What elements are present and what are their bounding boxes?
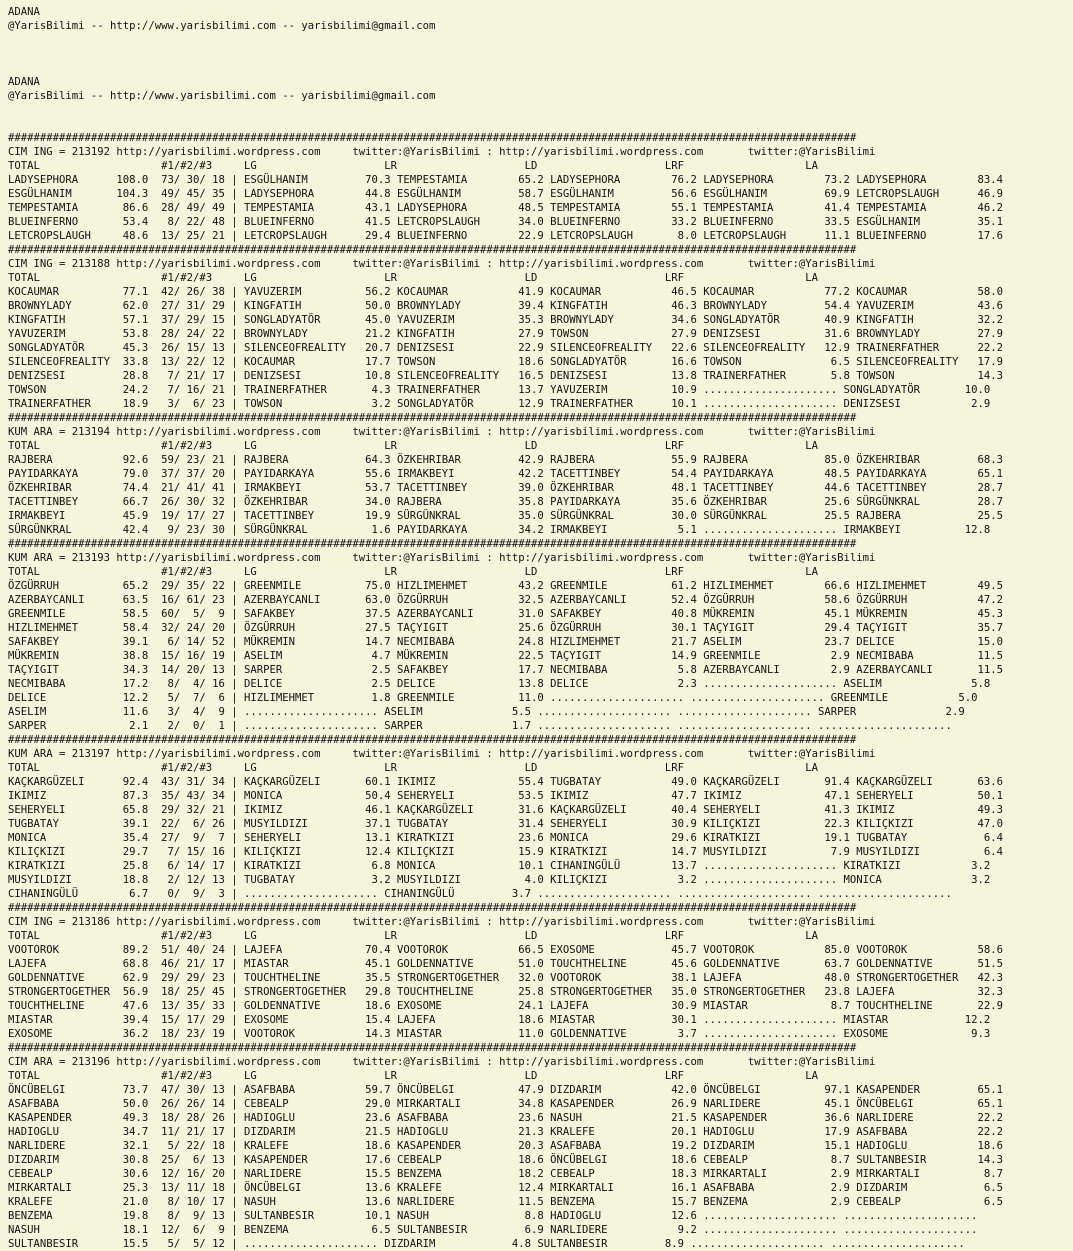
race-row: ÖNCÜBELGI 73.7 47/ 30/ 13 | ASAFBABA 59.7 ÖNCÜBELGI 47.9 DIZDARIM 42.0 ÖNCÜBELGI 97.1 KASAPENDER 65.1 bbox=[8, 1084, 1003, 1096]
race-row: VOOTOROK 89.2 51/ 40/ 24 | LAJEFA 70.4 VOOTOROK 66.5 EXOSOME 45.7 VOOTOROK 85.0 VOOTOROK 58.6 bbox=[8, 944, 1003, 956]
race-row: CEBEALP 30.6 12/ 16/ 20 | NARLIDERE 15.5 BENZEMA 18.2 CEBEALP 18.3 MIRKARTALI 2.9 MIRKARTALI 8.7 bbox=[8, 1168, 1003, 1180]
race-block bbox=[8, 1041, 1073, 1251]
race-row: BENZEMA 19.8 8/ 9/ 13 | SULTANBESIR 10.1 NASUH 8.8 HADIOGLU 12.6 ..................... ..................... bbox=[8, 1210, 978, 1222]
race-row: DENIZSESI 28.8 7/ 21/ 17 | DENIZSESI 10.8 SILENCEOFREALITY 16.5 DENIZSESI 13.8 TRAINERFATHER 5.8 TOWSON 14.3 bbox=[8, 370, 1003, 382]
race-row: ASAFBABA 50.0 26/ 26/ 14 | CEBEALP 29.0 MIRKARTALI 34.8 KASAPENDER 26.9 NARLIDERE 45.1 ÖNCÜBELGI 65.1 bbox=[8, 1098, 1003, 1110]
race-row: LETCROPSLAUGH 48.6 13/ 25/ 21 | LETCROPSLAUGH 29.4 BLUEINFERNO 22.9 LETCROPSLAUGH 8.0 LETCROPSLAUGH 11.1 BLUEINFERNO 17.6 bbox=[8, 230, 1003, 242]
race-row: AZERBAYCANLI 63.5 16/ 61/ 23 | AZERBAYCANLI 63.0 ÖZGÜRRUH 32.5 AZERBAYCANLI 52.4 ÖZGÜRRUH 58.6 ÖZGÜRRUH 47.2 bbox=[8, 594, 1003, 606]
race-title-line: KUM ARA = 213197 http://yarisbilimi.wordpress.com twitter:@YarisBilimi : http://yarisbilimi.wordpress.com twitter:@YarisBilimi bbox=[8, 748, 876, 760]
header-line bbox=[8, 117, 1073, 131]
race-row: PAYIDARKAYA 79.0 37/ 37/ 20 | PAYIDARKAYA 55.6 IRMAKBEYI 42.2 TACETTINBEY 54.4 PAYIDARKAYA 48.5 PAYIDARKAYA 65.1 bbox=[8, 468, 1003, 480]
race-row: SILENCEOFREALITY 33.8 13/ 22/ 12 | KOCAUMAR 17.7 TOWSON 18.6 SONGLADYATÖR 16.6 TOWSON 6.5 SILENCEOFREALITY 17.9 bbox=[8, 356, 1003, 368]
separator-line: ##################################################################################################################################### bbox=[8, 1042, 857, 1054]
header-line bbox=[8, 33, 1073, 47]
race-block bbox=[8, 733, 1073, 901]
race-row: SARPER 2.1 2/ 0/ 1 | ..................... SARPER 1.7 ..................... ..................... ..................... bbox=[8, 720, 952, 732]
header-line: ADANA bbox=[8, 76, 40, 88]
race-row: KAÇKARGÜZELI 92.4 43/ 31/ 34 | KAÇKARGÜZELI 60.1 IKIMIZ 55.4 TUGBATAY 49.0 KAÇKARGÜZELI 91.4 KAÇKARGÜZELI 63.6 bbox=[8, 776, 1003, 788]
race-title-line: CIM ING = 213188 http://yarisbilimi.wordpress.com twitter:@YarisBilimi : http://yarisbilimi.wordpress.com twitter:@YarisBilimi bbox=[8, 258, 876, 270]
race-block bbox=[8, 411, 1073, 537]
race-row: DIZDARIM 30.8 25/ 6/ 13 | KASAPENDER 17.6 CEBEALP 18.6 ÖNCÜBELGI 18.6 CEBEALP 8.7 SULTANBESIR 14.3 bbox=[8, 1154, 1003, 1166]
race-row: ESGÜLHANIM 104.3 49/ 45/ 35 | LADYSEPHORA 44.8 ESGÜLHANIM 58.7 ESGÜLHANIM 56.6 ESGÜLHANIM 69.9 LETCROPSLAUGH 46.9 bbox=[8, 188, 1003, 200]
race-title-line: CIM ING = 213186 http://yarisbilimi.wordpress.com twitter:@YarisBilimi : http://yarisbilimi.wordpress.com twitter:@YarisBilimi bbox=[8, 916, 876, 928]
column-header-line: TOTAL #1/#2/#3 LG LR LD LRF LA bbox=[8, 930, 819, 942]
race-row: ÖZGÜRRUH 65.2 29/ 35/ 22 | GREENMILE 75.0 HIZLIMEHMET 43.2 GREENMILE 61.2 HIZLIMEHMET 66.6 HIZLIMEHMET 49.5 bbox=[8, 580, 1003, 592]
race-block bbox=[8, 537, 1073, 733]
race-row: SAFAKBEY 39.1 6/ 14/ 52 | MÜKREMIN 14.7 NECMIBABA 24.8 HIZLIMEHMET 21.7 ASELIM 23.7 DELICE 15.0 bbox=[8, 636, 1003, 648]
races-section bbox=[8, 131, 1073, 1251]
race-row: IKIMIZ 87.3 35/ 43/ 34 | MONICA 50.4 SEHERYELI 53.5 IKIMIZ 47.7 IKIMIZ 47.1 SEHERYELI 50.1 bbox=[8, 790, 1003, 802]
race-row: GOLDENNATIVE 62.9 29/ 29/ 23 | TOUCHTHELINE 35.5 STRONGERTOGETHER 32.0 VOOTOROK 38.1 LAJEFA 48.0 STRONGERTOGETHER 42.3 bbox=[8, 972, 1003, 984]
race-row: MÜKREMIN 38.8 15/ 16/ 19 | ASELIM 4.7 MÜKREMIN 22.5 TAÇYIGIT 14.9 GREENMILE 2.9 NECMIBABA 11.5 bbox=[8, 650, 1003, 662]
separator-line: ##################################################################################################################################### bbox=[8, 132, 857, 144]
race-row: TACETTINBEY 66.7 26/ 30/ 32 | ÖZKEHRIBAR 34.0 RAJBERA 35.8 PAYIDARKAYA 35.6 ÖZKEHRIBAR 25.6 SÜRGÜNKRAL 28.7 bbox=[8, 496, 1003, 508]
race-row: HADIOGLU 34.7 11/ 21/ 17 | DIZDARIM 21.5 HADIOGLU 21.3 KRALEFE 20.1 HADIOGLU 17.9 ASAFBABA 22.2 bbox=[8, 1126, 1003, 1138]
column-header-line: TOTAL #1/#2/#3 LG LR LD LRF LA bbox=[8, 440, 819, 452]
race-row: MIASTAR 39.4 15/ 17/ 29 | EXOSOME 15.4 LAJEFA 18.6 MIASTAR 30.1 ..................... MIASTAR 12.2 bbox=[8, 1014, 991, 1026]
race-row: DELICE 12.2 5/ 7/ 6 | HIZLIMEHMET 1.8 GREENMILE 11.0 ..................... ..................... GREENMILE 5.0 bbox=[8, 692, 978, 704]
column-header-line: TOTAL #1/#2/#3 LG LR LD LRF LA bbox=[8, 762, 819, 774]
header-line bbox=[8, 47, 1073, 61]
race-row: MONICA 35.4 27/ 9/ 7 | SEHERYELI 13.1 KIRATKIZI 23.6 MONICA 29.6 KIRATKIZI 19.1 TUGBATAY 6.4 bbox=[8, 832, 1003, 844]
header-line: @YarisBilimi -- http://www.yarisbilimi.com -- yarisbilimi@gmail.com bbox=[8, 90, 436, 102]
race-row: SEHERYELI 65.8 29/ 32/ 21 | IKIMIZ 46.1 KAÇKARGÜZELI 31.6 KAÇKARGÜZELI 40.4 SEHERYELI 41.3 IKIMIZ 49.3 bbox=[8, 804, 1003, 816]
race-row: KINGFATIH 57.1 37/ 29/ 15 | SONGLADYATÖR 45.0 YAVUZERIM 35.3 BROWNYLADY 34.6 SONGLADYATÖR 40.9 KINGFATIH 32.2 bbox=[8, 314, 1003, 326]
race-row: MUSYILDIZI 18.8 2/ 12/ 13 | TUGBATAY 3.2 MUSYILDIZI 4.0 KILIÇKIZI 3.2 ..................... MONICA 3.2 bbox=[8, 874, 991, 886]
header-line: ADANA bbox=[8, 6, 40, 18]
race-row: LADYSEPHORA 108.0 73/ 30/ 18 | ESGÜLHANIM 70.3 TEMPESTAMIA 65.2 LADYSEPHORA 76.2 LADYSEPHORA 73.2 LADYSEPHORA 83.4 bbox=[8, 174, 1003, 186]
race-title-line: KUM ARA = 213193 http://yarisbilimi.wordpress.com twitter:@YarisBilimi : http://yarisbilimi.wordpress.com twitter:@YarisBilimi bbox=[8, 552, 876, 564]
race-row: BROWNYLADY 62.0 27/ 31/ 29 | KINGFATIH 50.0 BROWNYLADY 39.4 KINGFATIH 46.3 BROWNYLADY 54.4 YAVUZERIM 43.6 bbox=[8, 300, 1003, 312]
race-title-line: CIM ARA = 213196 http://yarisbilimi.wordpress.com twitter:@YarisBilimi : http://yarisbilimi.wordpress.com twitter:@YarisBilimi bbox=[8, 1056, 876, 1068]
race-row: ASELIM 11.6 3/ 4/ 9 | ..................... ASELIM 5.5 ..................... ..................... SARPER 2.9 bbox=[8, 706, 965, 718]
race-row: KRALEFE 21.0 8/ 10/ 17 | NASUH 13.6 NARLIDERE 11.5 BENZEMA 15.7 BENZEMA 2.9 CEBEALP 6.5 bbox=[8, 1196, 1003, 1208]
column-header-line: TOTAL #1/#2/#3 LG LR LD LRF LA bbox=[8, 566, 819, 578]
race-row: ÖZKEHRIBAR 74.4 21/ 41/ 41 | IRMAKBEYI 53.7 TACETTINBEY 39.0 ÖZKEHRIBAR 48.1 TACETTINBEY 44.6 TACETTINBEY 28.7 bbox=[8, 482, 1003, 494]
race-row: RAJBERA 92.6 59/ 23/ 21 | RAJBERA 64.3 ÖZKEHRIBAR 42.9 RAJBERA 55.9 RAJBERA 85.0 ÖZKEHRIBAR 68.3 bbox=[8, 454, 1003, 466]
race-row: MIRKARTALI 25.3 13/ 11/ 18 | ÖNCÜBELGI 13.6 KRALEFE 12.4 MIRKARTALI 16.1 ASAFBABA 2.9 DIZDARIM 6.5 bbox=[8, 1182, 1003, 1194]
race-row: SÜRGÜNKRAL 42.4 9/ 23/ 30 | SÜRGÜNKRAL 1.6 PAYIDARKAYA 34.2 IRMAKBEYI 5.1 ..................... IRMAKBEYI 12.8 bbox=[8, 524, 991, 536]
race-row: TUGBATAY 39.1 22/ 6/ 26 | MUSYILDIZI 37.1 TUGBATAY 31.4 SEHERYELI 30.9 KILIÇKIZI 22.3 KILIÇKIZI 47.0 bbox=[8, 818, 1003, 830]
header-line: @YarisBilimi -- http://www.yarisbilimi.com -- yarisbilimi@gmail.com bbox=[8, 20, 436, 32]
race-row: LAJEFA 68.8 46/ 21/ 17 | MIASTAR 45.1 GOLDENNATIVE 51.0 TOUCHTHELINE 45.6 GOLDENNATIVE 63.7 GOLDENNATIVE 51.5 bbox=[8, 958, 1003, 970]
race-row: KASAPENDER 49.3 18/ 28/ 26 | HADIOGLU 23.6 ASAFBABA 23.6 NASUH 21.5 KASAPENDER 36.6 NARLIDERE 22.2 bbox=[8, 1112, 1003, 1124]
race-title-line: KUM ARA = 213194 http://yarisbilimi.wordpress.com twitter:@YarisBilimi : http://yarisbilimi.wordpress.com twitter:@YarisBilimi bbox=[8, 426, 876, 438]
race-row: HIZLIMEHMET 58.4 32/ 24/ 20 | ÖZGÜRRUH 27.5 TAÇYIGIT 25.6 ÖZGÜRRUH 30.1 TAÇYIGIT 29.4 TAÇYIGIT 35.7 bbox=[8, 622, 1003, 634]
separator-line: ##################################################################################################################################### bbox=[8, 902, 857, 914]
separator-line: ##################################################################################################################################### bbox=[8, 244, 857, 256]
race-row: SULTANBESIR 15.5 5/ 5/ 12 | ..................... DIZDARIM 4.8 SULTANBESIR 8.9 ..................... ..................... bbox=[8, 1238, 965, 1250]
race-row: TEMPESTAMIA 86.6 28/ 49/ 49 | TEMPESTAMIA 43.1 LADYSEPHORA 48.5 TEMPESTAMIA 55.1 TEMPESTAMIA 41.4 TEMPESTAMIA 46.2 bbox=[8, 202, 1003, 214]
race-row: TOUCHTHELINE 47.6 13/ 35/ 33 | GOLDENNATIVE 18.6 EXOSOME 24.1 LAJEFA 30.9 MIASTAR 8.7 TOUCHTHELINE 22.9 bbox=[8, 1000, 1003, 1012]
separator-line: ##################################################################################################################################### bbox=[8, 734, 857, 746]
race-title-line: CIM ING = 213192 http://yarisbilimi.wordpress.com twitter:@YarisBilimi : http://yarisbilimi.wordpress.com twitter:@YarisBilimi bbox=[8, 146, 876, 158]
separator-line: ##################################################################################################################################### bbox=[8, 538, 857, 550]
separator-line: ##################################################################################################################################### bbox=[8, 412, 857, 424]
race-block bbox=[8, 243, 1073, 411]
race-row: IRMAKBEYI 45.9 19/ 17/ 27 | TACETTINBEY 19.9 SÜRGÜNKRAL 35.0 SÜRGÜNKRAL 30.0 SÜRGÜNKRAL 25.5 RAJBERA 25.5 bbox=[8, 510, 1003, 522]
race-row: TAÇYIGIT 34.3 14/ 20/ 13 | SARPER 2.5 SAFAKBEY 17.7 NECMIBABA 5.8 AZERBAYCANLI 2.9 AZERBAYCANLI 11.5 bbox=[8, 664, 1003, 676]
header-line bbox=[8, 103, 1073, 117]
race-row: KOCAUMAR 77.1 42/ 26/ 38 | YAVUZERIM 56.2 KOCAUMAR 41.9 KOCAUMAR 46.5 KOCAUMAR 77.2 KOCAUMAR 58.0 bbox=[8, 286, 1003, 298]
column-header-line: TOTAL #1/#2/#3 LG LR LD LRF LA bbox=[8, 272, 819, 284]
race-row: BLUEINFERNO 53.4 8/ 22/ 48 | BLUEINFERNO 41.5 LETCROPSLAUGH 34.0 BLUEINFERNO 33.2 BLUEINFERNO 33.5 ESGÜLHANIM 35.1 bbox=[8, 216, 1003, 228]
race-row: KIRATKIZI 25.8 6/ 14/ 17 | KIRATKIZI 6.8 MONICA 10.1 CIHANINGÜLÜ 13.7 ..................... KIRATKIZI 3.2 bbox=[8, 860, 991, 872]
race-row: GREENMILE 58.5 60/ 5/ 9 | SAFAKBEY 37.5 AZERBAYCANLI 31.0 SAFAKBEY 40.8 MÜKREMIN 45.1 MÜKREMIN 45.3 bbox=[8, 608, 1003, 620]
race-row: SONGLADYATÖR 45.3 26/ 15/ 13 | SILENCEOFREALITY 20.7 DENIZSESI 22.9 SILENCEOFREALITY 22.6 SILENCEOFREALITY 12.9 TRAINERFATHER 22.2 bbox=[8, 342, 1003, 354]
race-row: EXOSOME 36.2 18/ 23/ 19 | VOOTOROK 14.3 MIASTAR 11.0 GOLDENNATIVE 3.7 ..................... EXOSOME 9.3 bbox=[8, 1028, 991, 1040]
race-block bbox=[8, 901, 1073, 1041]
race-row: NASUH 18.1 12/ 6/ 9 | BENZEMA 6.5 SULTANBESIR 6.9 NARLIDERE 9.2 ..................... ..................... bbox=[8, 1224, 978, 1236]
race-row: NECMIBABA 17.2 8/ 4/ 16 | DELICE 2.5 DELICE 13.8 DELICE 2.3 ..................... ASELIM 5.8 bbox=[8, 678, 991, 690]
race-row: STRONGERTOGETHER 56.9 18/ 25/ 45 | STRONGERTOGETHER 29.8 TOUCHTHELINE 25.8 STRONGERTOGETHER 35.0 STRONGERTOGETHER 23.8 LAJEFA 32.3 bbox=[8, 986, 1003, 998]
race-block bbox=[8, 131, 1073, 243]
race-row: YAVUZERIM 53.8 28/ 24/ 22 | BROWNYLADY 21.2 KINGFATIH 27.9 TOWSON 27.9 DENIZSESI 31.6 BROWNYLADY 27.9 bbox=[8, 328, 1003, 340]
race-row: CIHANINGÜLÜ 6.7 0/ 9/ 3 | ..................... CIHANINGÜLÜ 3.7 ..................... ..................... ..................... bbox=[8, 888, 952, 900]
race-row: NARLIDERE 32.1 5/ 22/ 18 | KRALEFE 18.6 KASAPENDER 20.3 ASAFBABA 19.2 DIZDARIM 15.1 HADIOGLU 18.6 bbox=[8, 1140, 1003, 1152]
column-header-line: TOTAL #1/#2/#3 LG LR LD LRF LA bbox=[8, 1070, 819, 1082]
race-row: KILIÇKIZI 29.7 7/ 15/ 16 | KILIÇKIZI 12.4 KILIÇKIZI 15.9 KIRATKIZI 14.7 MUSYILDIZI 7.9 MUSYILDIZI 6.4 bbox=[8, 846, 1003, 858]
race-row: TOWSON 24.2 7/ 16/ 21 | TRAINERFATHER 4.3 TRAINERFATHER 13.7 YAVUZERIM 10.9 ..................... SONGLADYATÖR 10.0 bbox=[8, 384, 991, 396]
column-header-line: TOTAL #1/#2/#3 LG LR LD LRF LA bbox=[8, 160, 819, 172]
header-line bbox=[8, 61, 1073, 75]
race-row: TRAINERFATHER 18.9 3/ 6/ 23 | TOWSON 3.2 SONGLADYATÖR 12.9 TRAINERFATHER 10.1 ..................... DENIZSESI 2.9 bbox=[8, 398, 991, 410]
